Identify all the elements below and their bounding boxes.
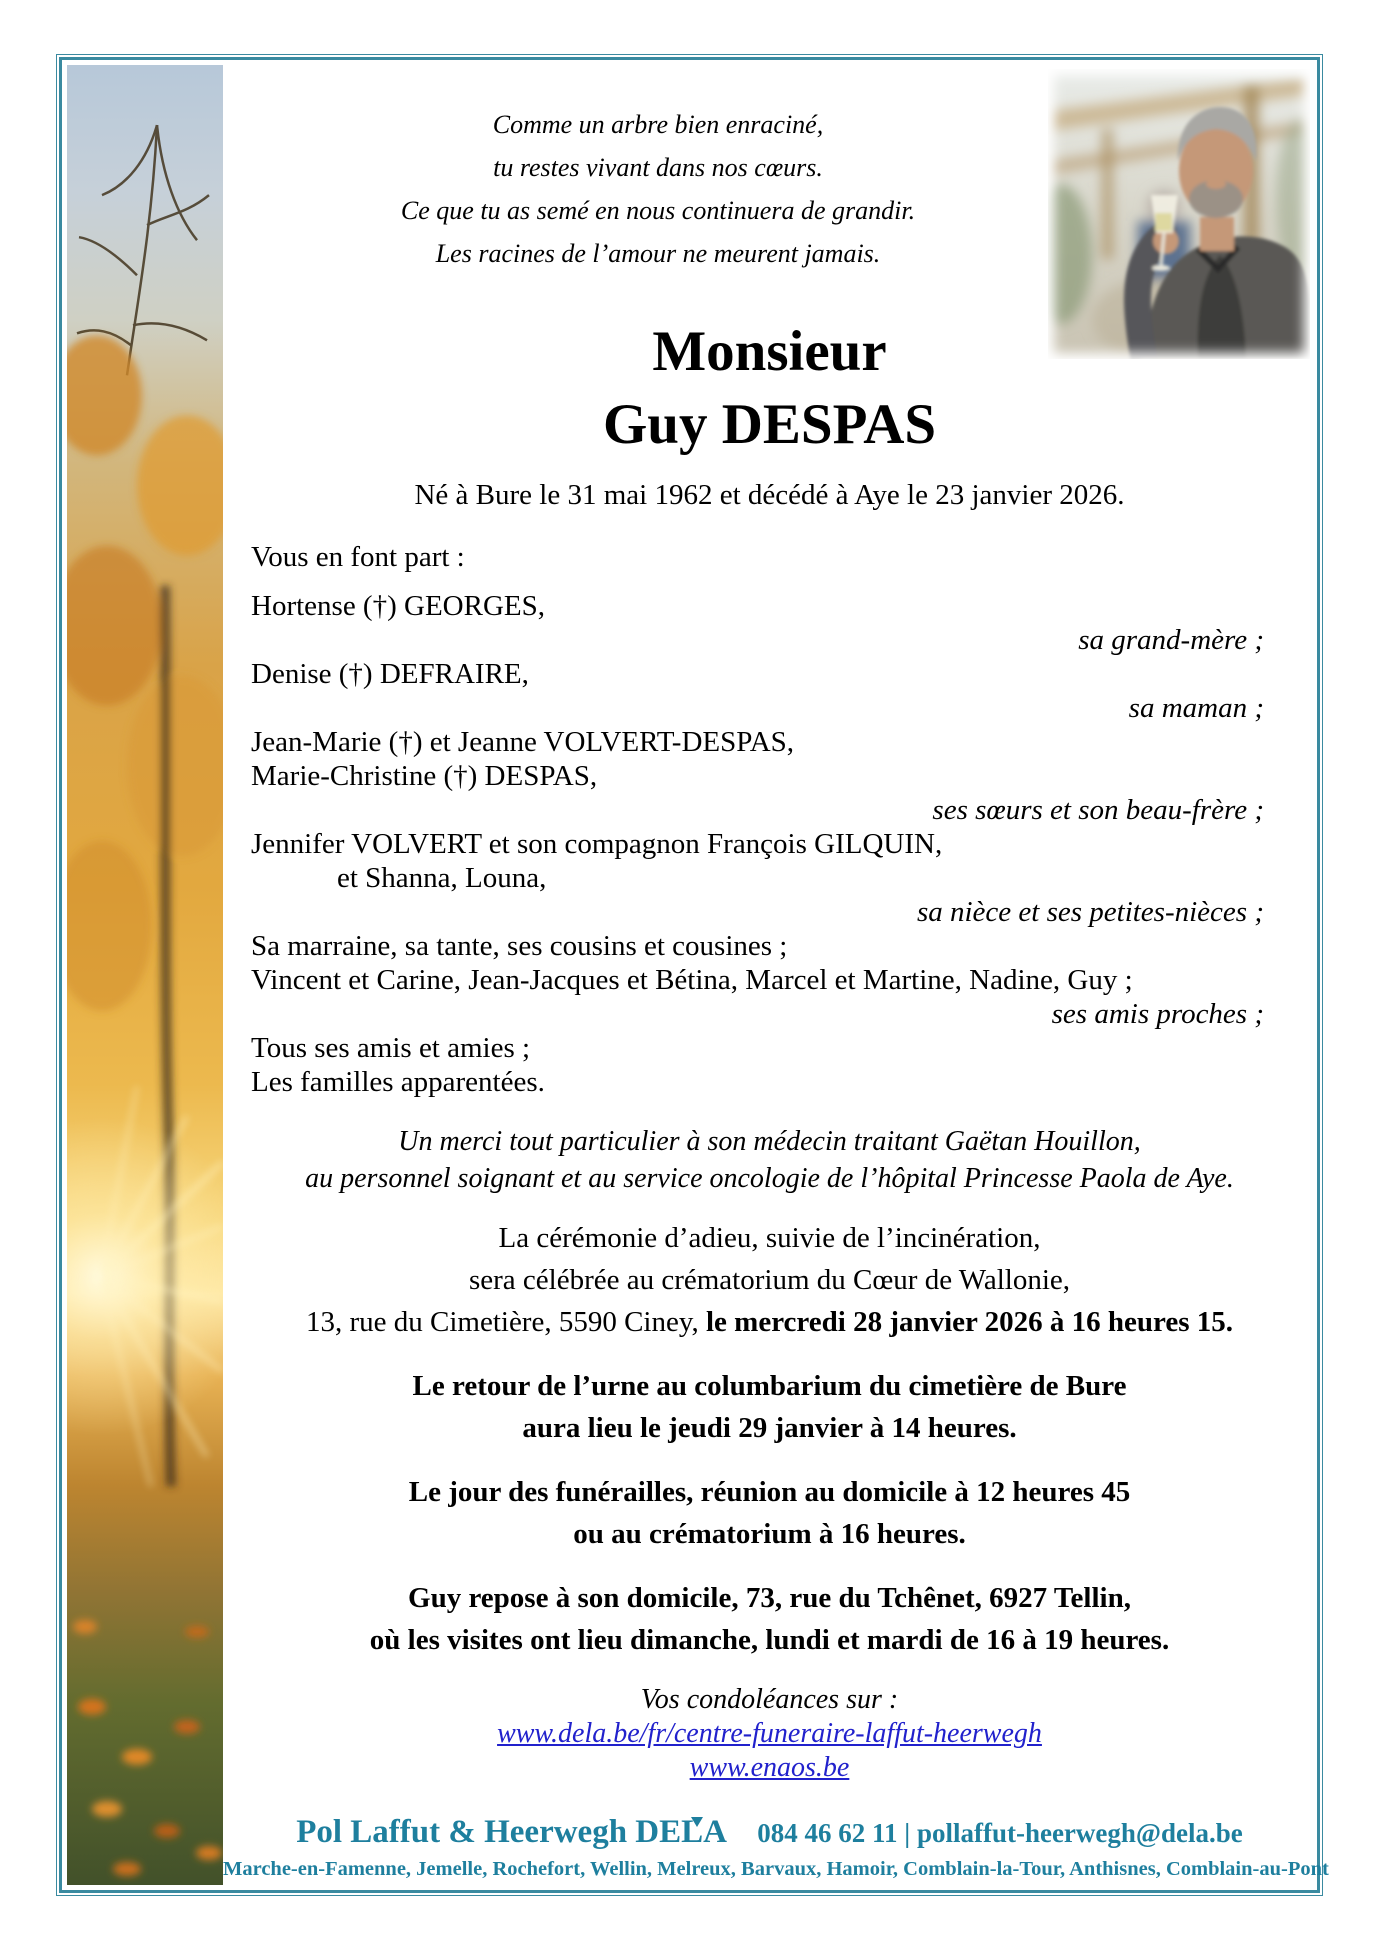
relation-label: ses sœurs et son beau-frère ; (932, 794, 1264, 826)
footer-contact (757, 1818, 1243, 1848)
page-border-frame (56, 54, 1329, 1896)
condolences-link-enaos[interactable]: www.enaos.be (689, 1752, 850, 1783)
deceased-title (223, 315, 1316, 461)
repose-line: Guy repose à son domicile, 73, rue du Tchênet, 6927 Tellin, (408, 1582, 1131, 1614)
funeral-home-name: Pol Laffut & Heerwegh (296, 1814, 628, 1850)
life-dates: Né à Bure le 31 mai 1962 et décédé à Aye le 23 janvier 2026. (414, 479, 1125, 511)
urn-return-line: Le retour de l’urne au columbarium du cimetière de Bure (412, 1370, 1127, 1402)
family-line: Vincent et Carine, Jean-Jacques et Bétina, Marcel et Martine, Nadine, Guy ; (251, 964, 1133, 996)
relation-label: sa maman ; (1128, 692, 1264, 724)
repose-details (223, 1577, 1316, 1661)
poem-line: tu restes vivant dans nos cœurs. (493, 153, 823, 182)
urn-return-line: aura lieu le jeudi 29 janvier à 14 heures. (522, 1412, 1017, 1444)
urn-return-details (223, 1365, 1316, 1449)
thanks-line: Un merci tout particulier à son médecin traitant Gaëtan Houillon, (398, 1126, 1141, 1157)
poem-line: Ce que tu as semé en nous continuera de grandir. (400, 196, 916, 225)
funeral-day-line: ou au crématorium à 16 heures. (573, 1518, 966, 1550)
ceremony-line: La cérémonie d’adieu, suivie de l’incinération, (498, 1222, 1041, 1254)
dela-logo (635, 1812, 727, 1852)
ceremony-line-datetime (223, 1301, 1316, 1343)
family-line: et Shanna, Louna, (337, 862, 547, 894)
family-line: Tous ses amis et amies ; (251, 1032, 531, 1064)
family-line: Denise (†) DEFRAIRE, (251, 658, 529, 690)
email-address: pollaffut-heerwegh@dela.be (916, 1818, 1243, 1848)
ceremony-address: 13, rue du Cimetière, 5590 Ciney, (305, 1306, 706, 1338)
funeral-day-line: Le jour des funérailles, réunion au domicile à 12 heures 45 (408, 1476, 1131, 1508)
condolences-link-dela[interactable]: www.dela.be/fr/centre-funeraire-laffut-heerwegh (497, 1718, 1042, 1749)
family-line: Sa marraine, sa tante, ses cousins et cousines ; (251, 930, 788, 962)
relation-label: sa grand-mère ; (1078, 624, 1264, 656)
relation-label: ses amis proches ; (1051, 998, 1264, 1030)
family-line: Jean-Marie (†) et Jeanne VOLVERT-DESPAS, (251, 726, 795, 758)
ceremony-line: sera célébrée au crématorium du Cœur de Wallonie, (468, 1264, 1071, 1296)
family-line: Les familles apparentées. (251, 1066, 545, 1098)
footer-locations: Marche-en-Famenne, Jemelle, Rochefort, Wellin, Melreux, Barvaux, Hamoir, Comblain-la-Tour, Anthisnes, Comblain-au-Pont (223, 1858, 1329, 1880)
dela-logo-text: DELA (635, 1814, 727, 1850)
thanks-line: au personnel soignant et au service oncologie de l’hôpital Princesse Paola de Aye. (305, 1163, 1234, 1194)
family-line: Hortense (†) GEORGES, (251, 590, 545, 622)
phone-number: 084 46 62 11 (757, 1818, 898, 1848)
relation-label: sa nièce et ses petites-nièces ; (916, 896, 1264, 928)
contact-separator: | (904, 1818, 911, 1848)
condolences-section (223, 1683, 1316, 1785)
poem-line: Les racines de l’amour ne meurent jamais. (435, 239, 881, 268)
announcement-intro: Vous en font part : (251, 541, 465, 573)
deceased-name: Guy DESPAS (602, 393, 937, 456)
repose-line: où les visites ont lieu dimanche, lundi et mardi de 16 à 19 heures. (369, 1624, 1170, 1656)
dela-logo-triangle-icon (691, 1817, 703, 1827)
funeral-day-details (223, 1471, 1316, 1555)
deceased-salutation: Monsieur (652, 320, 887, 383)
ceremony-datetime: le mercredi 28 janvier 2026 à 16 heures 15. (705, 1306, 1234, 1338)
autumn-forest-photo (67, 65, 223, 1885)
family-line: Jennifer VOLVERT et son compagnon François GILQUIN, (251, 828, 943, 860)
condolences-intro: Vos condoléances sur : (640, 1684, 899, 1715)
ceremony-details (223, 1217, 1316, 1343)
family-line: Marie-Christine (†) DESPAS, (251, 760, 598, 792)
funeral-home-footer (223, 1812, 1329, 1883)
memorial-poem (223, 103, 1093, 275)
poem-line: Comme un arbre bien enraciné, (492, 110, 824, 139)
thanks-note (223, 1123, 1316, 1197)
family-list (223, 589, 1316, 1099)
